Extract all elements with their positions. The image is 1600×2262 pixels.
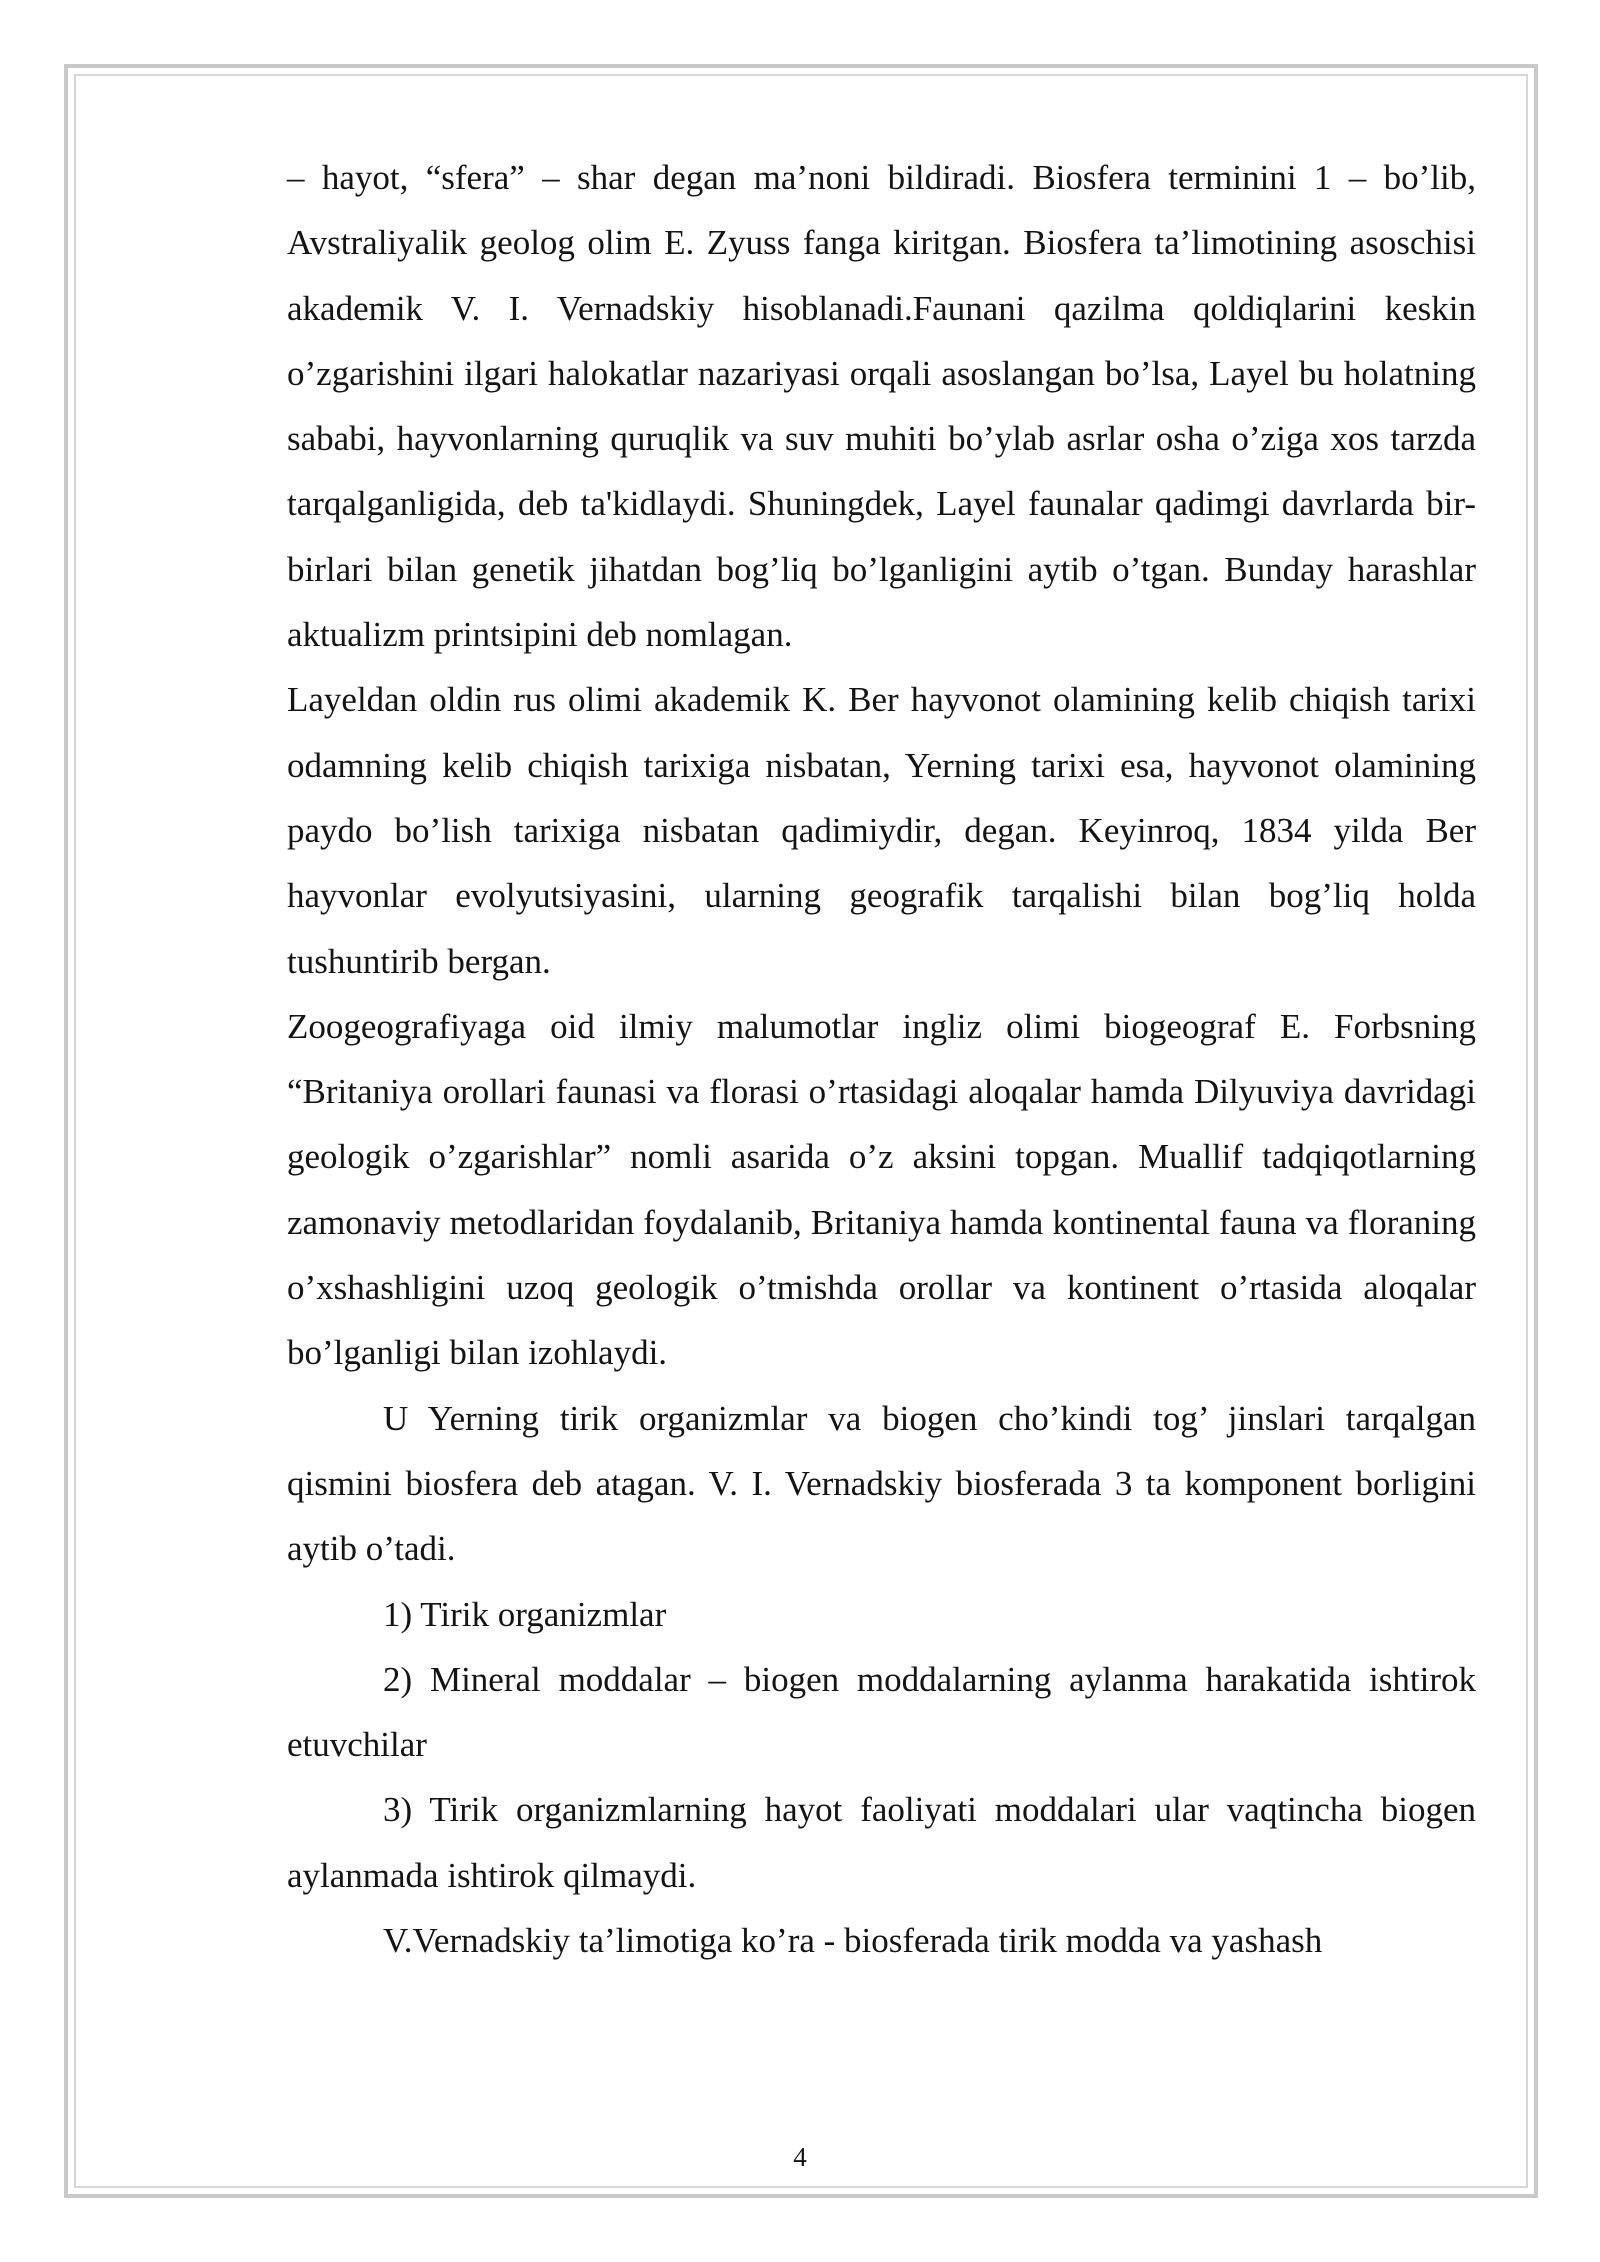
list-item-2: 2) Mineral moddalar – biogen moddalarning aylanma harakatida ishtirok etuvchilar bbox=[287, 1659, 1476, 1765]
paragraph-biosfera-components: U Yerning tirik organizmlar va biogen cho’kindi tog’ jinslari tarqalgan qismini biosfera deb atagan. V. I. Vernadskiy biosferada 3 ta komponent borligini aytib o’tadi. bbox=[287, 1398, 1476, 1569]
list-item-3: 3) Tirik organizmlarning hayot faoliyati moddalari ular vaqtincha biogen aylanmada ishtirok qilmaydi. bbox=[287, 1790, 1476, 1895]
page-number: 4 bbox=[793, 2142, 807, 2172]
paragraph-forbs: Zoogeografiyaga oid ilmiy malumotlar ingliz olimi biogeograf E. Forbsning “Britaniya orollari faunasi va florasi o’rtasidagi aloqalar hamda Dilyuviya davridagi geologik o’zgarishlar” nomli asarida o’z aksini topgan. Muallif tadqiqotlarning zamonaviy metodlaridan foydalanib, Britaniya hamda kontinental fauna va floraning o’xshashligini uzoq geologik o’tmishda orollar va kontinent o’rtasida aloqalar bo’lganligi bilan izohlaydi. bbox=[287, 1006, 1476, 1373]
body-text bbox=[287, 145, 1476, 1973]
paragraph-ber: Layeldan oldin rus olimi akademik K. Ber hayvonot olamining kelib chiqish tarixi odamning kelib chiqish tarixiga nisbatan, Yerning tarixi esa, hayvonot olamining paydo bo’lish tarixiga nisbatan qadimiydir, degan. Keyinroq, 1834 yilda Ber hayvonlar evolyutsiyasini, ularning geografik tarqalishi bilan bog’liq holda tushuntirib bergan. bbox=[287, 680, 1476, 981]
paragraph-vernadskiy: V.Vernadskiy ta’limotiga ko’ra - biosferada tirik modda va yashash bbox=[383, 1921, 1323, 1961]
list-item-1: 1) Tirik organizmlar bbox=[383, 1594, 667, 1634]
paragraph-biosfera-term: – hayot, “sfera” – shar degan ma’noni bildiradi. Biosfera terminini 1 – bo’lib, Avstraliyalik geolog olim E. Zyuss fanga kiritgan. Biosfera ta’limotining asoschisi akademik V. I. Vernadskiy hisoblanadi.Faunani qazilma qoldiqlarini keskin o’zgarishini ilgari halokatlar nazariyasi orqali asoslangan bo’lsa, Layel bu holatning sababi, hayvonlarning quruqlik va suv muhiti bo’ylab asrlar osha o’ziga xos tarzda tarqalganligida, deb ta'kidlaydi. Shuningdek, Layel faunalar qadimgi davrlarda bir-birlari bilan genetik jihatdan bog’liq bo’lganligini aytib o’tgan. Bunday harashlar aktualizm printsipini deb nomlagan. bbox=[287, 158, 1476, 655]
